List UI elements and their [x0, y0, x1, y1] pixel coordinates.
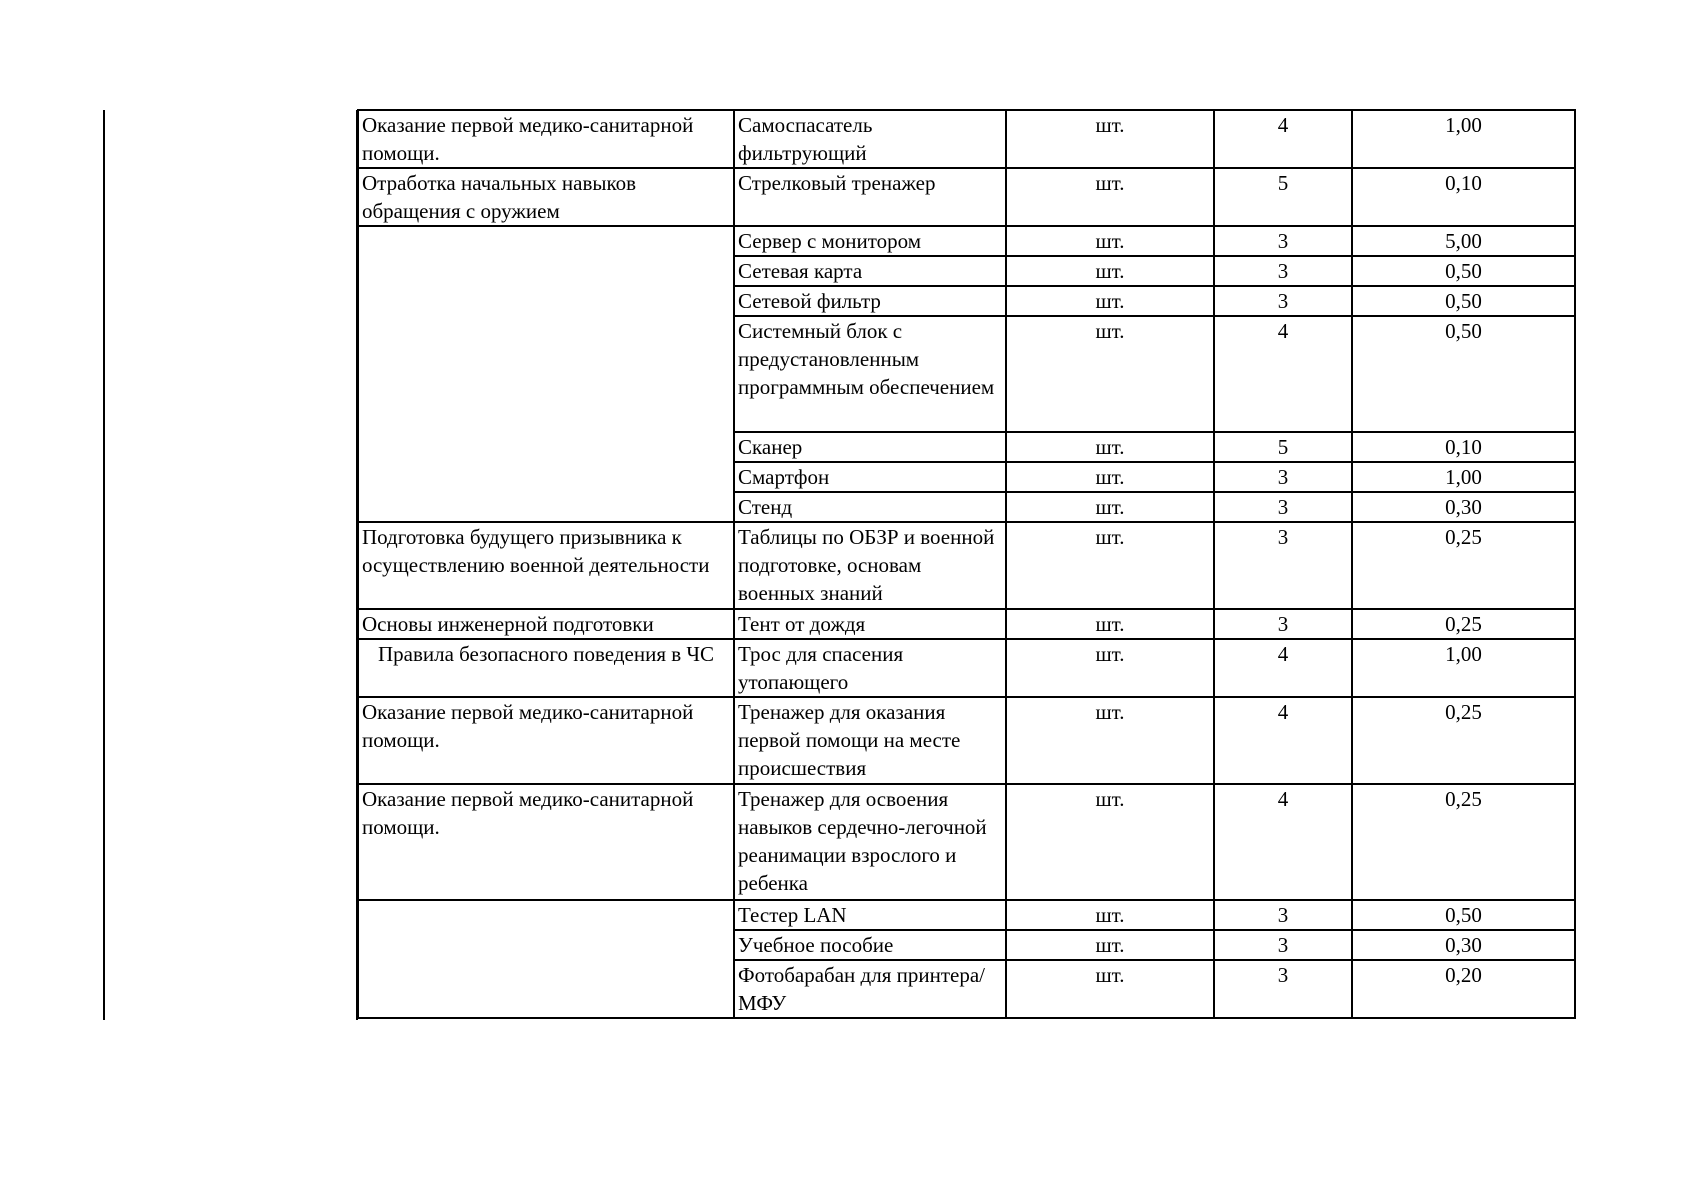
- item-cell: Стрелковый тренажер: [734, 168, 1006, 226]
- item-cell: Тестер LAN: [734, 900, 1006, 930]
- quantity-cell: 4: [1214, 639, 1352, 697]
- item-cell: Тренажер для освоения навыков сердечно-легочной реанимации взрослого и ребенка: [734, 784, 1006, 900]
- table-row: [358, 639, 1575, 697]
- item-cell: Учебное пособие: [734, 930, 1006, 960]
- item-cell: Сканер: [734, 432, 1006, 462]
- unit-cell: шт.: [1006, 286, 1214, 316]
- table-row: [358, 900, 1575, 930]
- category-cell: Правила безопасного поведения в ЧС: [358, 639, 734, 697]
- item-cell: Тент от дождя: [734, 609, 1006, 639]
- equipment-table: [357, 109, 1576, 1019]
- table-row: [358, 226, 1575, 256]
- table-row: [358, 110, 1575, 168]
- category-cell: Оказание первой медико-санитарной помощи.: [358, 784, 734, 900]
- quantity-cell: 5: [1214, 168, 1352, 226]
- unit-cell: шт.: [1006, 900, 1214, 930]
- quantity-cell: 3: [1214, 492, 1352, 522]
- item-cell: Сервер с монитором: [734, 226, 1006, 256]
- quantity-cell: 4: [1214, 784, 1352, 900]
- value-cell: 5,00: [1352, 226, 1575, 256]
- unit-cell: шт.: [1006, 930, 1214, 960]
- table-row: [358, 784, 1575, 900]
- category-cell: Оказание первой медико-санитарной помощи.: [358, 110, 734, 168]
- quantity-cell: 4: [1214, 316, 1352, 432]
- unit-cell: шт.: [1006, 639, 1214, 697]
- value-cell: 0,50: [1352, 256, 1575, 286]
- item-cell: Трос для спасения утопающего: [734, 639, 1006, 697]
- item-cell: Самоспасатель фильтрующий: [734, 110, 1006, 168]
- item-cell: Стенд: [734, 492, 1006, 522]
- value-cell: 0,20: [1352, 960, 1575, 1018]
- item-cell: Таблицы по ОБЗР и военной подготовке, основам военных знаний: [734, 522, 1006, 609]
- unit-cell: шт.: [1006, 697, 1214, 784]
- unit-cell: шт.: [1006, 784, 1214, 900]
- quantity-cell: 3: [1214, 930, 1352, 960]
- value-cell: 0,10: [1352, 168, 1575, 226]
- value-cell: 0,50: [1352, 316, 1575, 432]
- quantity-cell: 4: [1214, 110, 1352, 168]
- table-row: [358, 168, 1575, 226]
- value-cell: 0,25: [1352, 522, 1575, 609]
- unit-cell: шт.: [1006, 432, 1214, 462]
- quantity-cell: 5: [1214, 432, 1352, 462]
- unit-cell: шт.: [1006, 316, 1214, 432]
- value-cell: 0,50: [1352, 286, 1575, 316]
- unit-cell: шт.: [1006, 960, 1214, 1018]
- quantity-cell: 3: [1214, 462, 1352, 492]
- item-cell: Сетевая карта: [734, 256, 1006, 286]
- table-row: [358, 522, 1575, 609]
- item-cell: Смартфон: [734, 462, 1006, 492]
- category-cell-empty: [358, 900, 734, 1018]
- unit-cell: шт.: [1006, 226, 1214, 256]
- value-cell: 0,30: [1352, 492, 1575, 522]
- category-cell-empty: [358, 226, 734, 522]
- table-row: [358, 697, 1575, 784]
- item-cell: Системный блок с предустановленным программным обеспечением: [734, 316, 1006, 432]
- quantity-cell: 3: [1214, 960, 1352, 1018]
- value-cell: 0,25: [1352, 697, 1575, 784]
- unit-cell: шт.: [1006, 492, 1214, 522]
- quantity-cell: 3: [1214, 256, 1352, 286]
- value-cell: 0,25: [1352, 609, 1575, 639]
- quantity-cell: 3: [1214, 900, 1352, 930]
- unit-cell: шт.: [1006, 168, 1214, 226]
- item-cell: Тренажер для оказания первой помощи на месте происшествия: [734, 697, 1006, 784]
- value-cell: 1,00: [1352, 462, 1575, 492]
- unit-cell: шт.: [1006, 110, 1214, 168]
- category-cell: Основы инженерной подготовки: [358, 609, 734, 639]
- value-cell: 0,25: [1352, 784, 1575, 900]
- value-cell: 1,00: [1352, 639, 1575, 697]
- quantity-cell: 3: [1214, 522, 1352, 609]
- value-cell: 1,00: [1352, 110, 1575, 168]
- item-cell: Фотобарабан для принтера/МФУ: [734, 960, 1006, 1018]
- category-cell: Подготовка будущего призывника к осуществлению военной деятельности: [358, 522, 734, 609]
- category-cell: Оказание первой медико-санитарной помощи.: [358, 697, 734, 784]
- value-cell: 0,10: [1352, 432, 1575, 462]
- category-cell: Отработка начальных навыков обращения с оружием: [358, 168, 734, 226]
- unit-cell: шт.: [1006, 609, 1214, 639]
- value-cell: 0,50: [1352, 900, 1575, 930]
- unit-cell: шт.: [1006, 462, 1214, 492]
- unit-cell: шт.: [1006, 522, 1214, 609]
- quantity-cell: 3: [1214, 286, 1352, 316]
- quantity-cell: 3: [1214, 609, 1352, 639]
- page-left-rule: [103, 110, 105, 1020]
- quantity-cell: 3: [1214, 226, 1352, 256]
- quantity-cell: 4: [1214, 697, 1352, 784]
- value-cell: 0,30: [1352, 930, 1575, 960]
- item-cell: Сетевой фильтр: [734, 286, 1006, 316]
- table-row: [358, 609, 1575, 639]
- unit-cell: шт.: [1006, 256, 1214, 286]
